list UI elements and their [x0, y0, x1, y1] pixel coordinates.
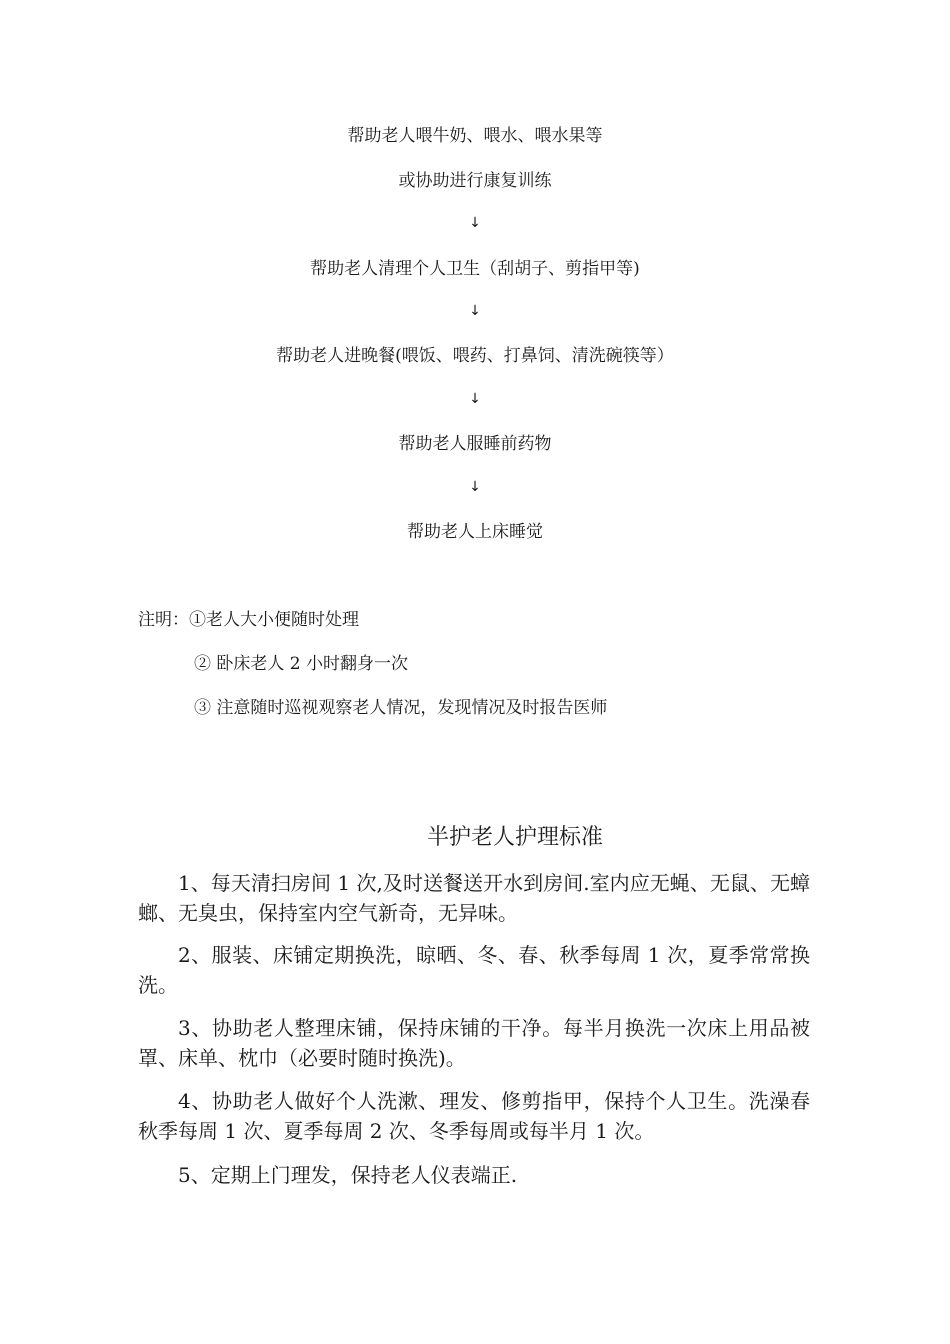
standard-item-5: 5、定期上门理发，保持老人仪表端正. [178, 1163, 518, 1187]
standard-item-2: 2、服装、床铺定期换洗，晾晒、冬、春、秋季每周 1 次，夏季常常换洗。 [138, 943, 810, 997]
standard-item-3: 3、协助老人整理床铺，保持床铺的干净。每半月换洗一次床上用品被罩、床单、枕巾（必要时随时换洗)。 [138, 1016, 810, 1070]
flow-step-rehab: 或协助进行康复训练 [398, 171, 552, 191]
standard-item-4: 4、协助老人做好个人洗漱、理发、修剪指甲，保持个人卫生。洗澡春秋季每周 1 次、夏季每周 2 次、冬季每周或每半月 1 次。 [138, 1089, 810, 1143]
flow-step-hygiene: 帮助老人清理个人卫生（刮胡子、剪指甲等) [310, 259, 640, 279]
section-title: 半护老人护理标准 [426, 825, 603, 850]
down-arrow-icon: ↓ [469, 303, 481, 319]
flow-step-dinner: 帮助老人进晚餐(喂饭、喂药、打鼻饲、清洗碗筷等） [276, 346, 674, 366]
flow-step-feeding: 帮助老人喂牛奶、喂水、喂水果等 [347, 126, 603, 146]
down-arrow-icon: ↓ [469, 215, 481, 231]
flow-step-sleep: 帮助老人上床睡觉 [407, 522, 543, 542]
down-arrow-icon: ↓ [469, 479, 481, 495]
note-toilet: 注明：①老人大小便随时处理 [138, 610, 359, 630]
note-patrol: ③ 注意随时巡视观察老人情况，发现情况及时报告医师 [194, 698, 608, 718]
down-arrow-icon: ↓ [469, 391, 481, 407]
flow-step-medicine: 帮助老人服睡前药物 [398, 434, 552, 454]
standard-item-1: 1、每天清扫房间 1 次,及时送餐送开水到房间.室内应无蝇、无鼠、无蟑螂、无臭虫，保持室内空气新奇，无异味。 [138, 871, 810, 925]
note-turn-over: ② 卧床老人 2 小时翻身一次 [194, 654, 409, 674]
